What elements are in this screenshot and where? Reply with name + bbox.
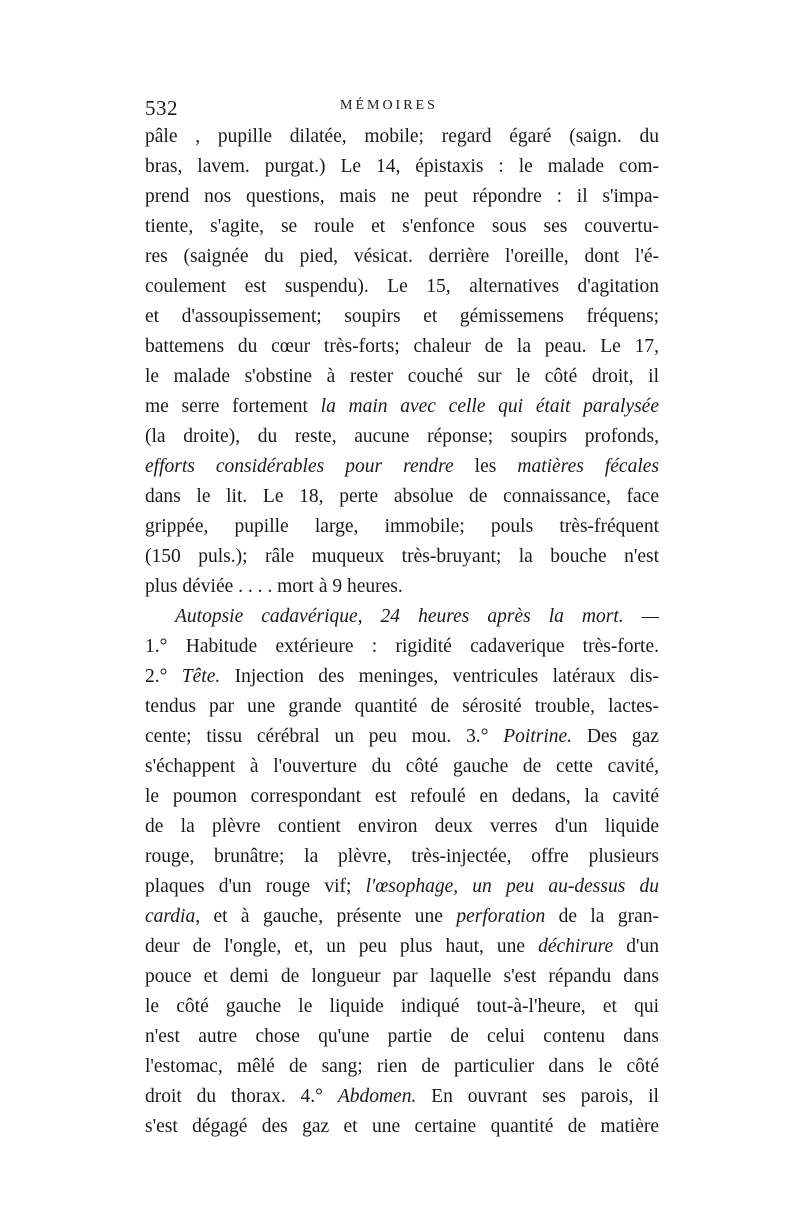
text-segment: prend nos questions, mais ne peut répondre : il s'impa- xyxy=(145,186,659,207)
italic-text: déchirure xyxy=(538,936,614,957)
text-segment: 2.° xyxy=(145,666,182,687)
text-line xyxy=(145,512,659,542)
text-line xyxy=(145,152,659,182)
text-segment: En ouvrant ses parois, il xyxy=(416,1086,659,1107)
text-line xyxy=(145,692,659,722)
italic-text: Abdomen. xyxy=(337,1086,417,1107)
text-segment: plus déviée . . . . mort à 9 heures. xyxy=(145,576,403,597)
text-line xyxy=(145,902,659,932)
text-line xyxy=(145,422,659,452)
text-line xyxy=(145,722,659,752)
text-line xyxy=(145,1022,659,1052)
text-line xyxy=(145,482,659,512)
text-line xyxy=(145,272,659,302)
italic-text: matières fécales xyxy=(517,456,659,477)
italic-text: Poitrine. xyxy=(503,726,573,747)
text-segment: grippée, pupille large, immobile; pouls très-fréquent xyxy=(145,516,659,537)
text-line xyxy=(145,392,659,422)
text-line xyxy=(145,962,659,992)
text-segment: cente; tissu cérébral un peu mou. 3.° xyxy=(145,726,504,747)
text-segment: Des gaz xyxy=(572,726,659,747)
page-header xyxy=(145,96,665,120)
text-segment: le poumon correspondant est refoulé en dedans, la cavité xyxy=(145,786,659,807)
text-segment: plaques d'un rouge vif; xyxy=(145,876,366,897)
italic-text: perforation xyxy=(456,906,546,927)
text-line xyxy=(145,362,659,392)
text-line xyxy=(145,842,659,872)
text-segment: pouce et demi de longueur par laquelle s'est répandu dans xyxy=(145,966,659,987)
body-text xyxy=(145,122,659,1142)
text-line xyxy=(145,332,659,362)
text-segment: s'est dégagé des gaz et une certaine quantité de matière xyxy=(145,1116,659,1137)
text-segment: 1.° Habitude extérieure : rigidité cadaverique très-forte. xyxy=(145,636,659,657)
text-segment: droit du thorax. 4.° xyxy=(145,1086,338,1107)
text-line xyxy=(145,452,659,482)
text-segment: les xyxy=(453,456,518,477)
text-segment: Injection des meninges, ventricules latéraux dis- xyxy=(220,666,659,687)
text-segment: (150 puls.); râle muqueux très-bruyant; la bouche n'est xyxy=(145,546,659,567)
text-line xyxy=(145,782,659,812)
italic-text: Tête. xyxy=(181,666,221,687)
text-line xyxy=(145,542,659,572)
text-segment: le malade s'obstine à rester couché sur le côté droit, il xyxy=(145,366,659,387)
text-segment: pâle , pupille dilatée, mobile; regard égaré (saign. du xyxy=(145,126,659,147)
text-line xyxy=(145,992,659,1022)
text-segment: battemens du cœur très-forts; chaleur de la peau. Le 17, xyxy=(145,336,659,357)
text-line xyxy=(145,1082,659,1112)
running-title: MÉMOIRES xyxy=(340,98,438,113)
text-line xyxy=(145,662,659,692)
text-segment: tiente, s'agite, se roule et s'enfonce sous ses couvertu- xyxy=(145,216,659,237)
text-line xyxy=(145,632,659,662)
text-line xyxy=(145,872,659,902)
text-line xyxy=(145,242,659,272)
text-line xyxy=(145,932,659,962)
italic-text: efforts considérables pour rendre xyxy=(145,456,454,477)
text-segment: me serre fortement xyxy=(145,396,321,417)
text-segment: l'estomac, mêlé de sang; rien de particulier dans le côté xyxy=(145,1056,659,1077)
text-line xyxy=(145,302,659,332)
text-segment: d'un xyxy=(613,936,659,957)
text-line xyxy=(145,572,659,602)
text-line xyxy=(145,122,659,152)
text-line xyxy=(145,1052,659,1082)
text-segment: de la plèvre contient environ deux verres d'un liquide xyxy=(145,816,659,837)
text-segment: s'échappent à l'ouverture du côté gauche de cette cavité, xyxy=(145,756,659,777)
text-line xyxy=(145,752,659,782)
text-segment: et d'assoupissement; soupirs et gémissemens fréquens; xyxy=(145,306,659,327)
text-line xyxy=(145,812,659,842)
text-segment: de la gran- xyxy=(545,906,659,927)
text-segment: rouge, brunâtre; la plèvre, très-injectée, offre plusieurs xyxy=(145,846,659,867)
italic-text: cardia xyxy=(145,906,196,927)
text-segment: bras, lavem. purgat.) Le 14, épistaxis : le malade com- xyxy=(145,156,659,177)
italic-text: la main avec celle qui était paralysée xyxy=(320,396,659,417)
italic-text: l'œsophage, un peu au-dessus du xyxy=(365,876,659,897)
text-segment: deur de l'ongle, et, un peu plus haut, une xyxy=(145,936,539,957)
text-segment: dans le lit. Le 18, perte absolue de connaissance, face xyxy=(145,486,659,507)
text-segment: n'est autre chose qu'une partie de celui contenu dans xyxy=(145,1026,659,1047)
text-segment: tendus par une grande quantité de sérosité trouble, lactes- xyxy=(145,696,659,717)
page-number: 532 xyxy=(145,96,178,120)
text-segment: res (saignée du pied, vésicat. derrière l'oreille, dont l'é- xyxy=(145,246,659,267)
text-line xyxy=(145,1112,659,1142)
text-segment: le côté gauche le liquide indiqué tout-à-l'heure, et qui xyxy=(145,996,659,1017)
text-line xyxy=(145,212,659,242)
text-segment: coulement est suspendu). Le 15, alternatives d'agitation xyxy=(145,276,659,297)
text-segment: , et à gauche, présente une xyxy=(195,906,457,927)
text-segment: (la droite), du reste, aucune réponse; soupirs profonds, xyxy=(145,426,659,447)
text-line xyxy=(145,182,659,212)
text-line xyxy=(145,602,659,632)
italic-text: Autopsie cadavérique, 24 heures après la mort. — xyxy=(175,606,659,627)
